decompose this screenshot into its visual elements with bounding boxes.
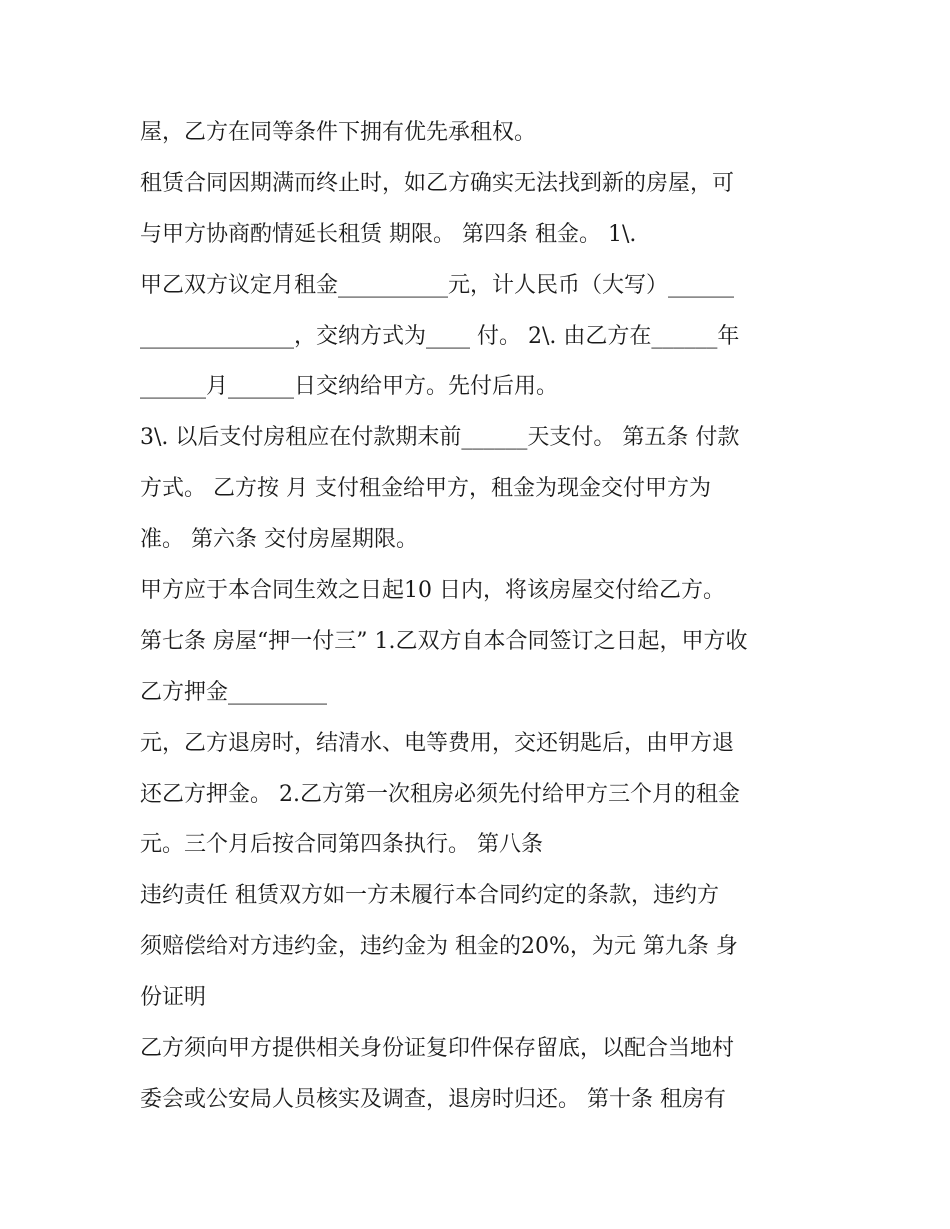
- text-line: 甲乙双方议定月租金__________元，计人民币（大写）______: [140, 272, 735, 298]
- text-line: 委会或公安局人员核实及调查，退房时归还。 第十条 租房有: [140, 1086, 726, 1112]
- text-line: 元，乙方退房时，结清水、电等费用，交还钥匙后，由甲方退: [140, 730, 735, 756]
- text-line: 租赁合同因期满而终止时，如乙方确实无法找到新的房屋，可: [140, 170, 735, 196]
- text-line: 乙方押金_________: [140, 679, 328, 705]
- text-line: 准。 第六条 交付房屋期限。: [140, 527, 418, 553]
- text-line: 甲方应于本合同生效之日起10 日内，将该房屋交付给乙方。: [140, 578, 725, 604]
- text-line: 乙方须向甲方提供相关身份证复印件保存留底，以配合当地村: [140, 1036, 735, 1062]
- text-line: 屋，乙方在同等条件下拥有优先承租权。: [140, 120, 537, 145]
- text-line: ______________，交纳方式为____ 付。 2\. 由乙方在______年: [140, 323, 740, 349]
- text-line: 份证明: [140, 985, 207, 1011]
- text-line: 方式。 乙方按 月 支付租金给甲方，租金为现金交付甲方为: [140, 476, 711, 502]
- text-line: 3\. 以后支付房租应在付款期末前______天支付。 第五条 付款: [140, 425, 740, 451]
- text-line: 第七条 房屋“押一付三” 1.乙双方自本合同签订之日起，甲方收: [140, 628, 748, 654]
- text-line: 元。三个月后按合同第四条执行。 第八条: [140, 832, 543, 858]
- text-line: 违约责任 租赁双方如一方未履行本合同约定的条款，违约方: [140, 883, 719, 909]
- text-line: 还乙方押金。 2.乙方第一次租房必须先付给甲方三个月的租金: [140, 781, 740, 807]
- text-line: ______月______日交纳给甲方。先付后用。: [140, 374, 559, 400]
- contract-text: [140, 108, 820, 1126]
- text-line: 须赔偿给对方违约金，违约金为 租金的20%，为元 第九条 身: [140, 934, 738, 960]
- text-line: 与甲方协商酌情延长租赁 期限。 第四条 租金。 1\.: [140, 221, 637, 247]
